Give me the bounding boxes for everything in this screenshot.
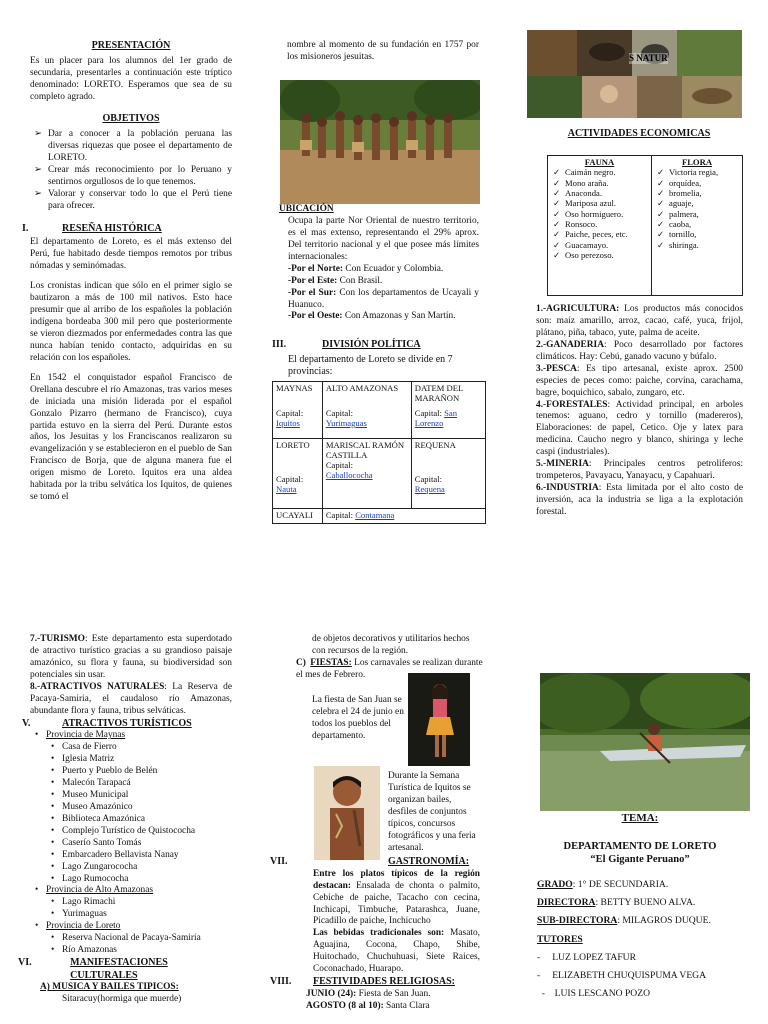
division-heading	[272, 339, 486, 352]
tutores-label	[537, 934, 747, 946]
tema-subtitle: “El Gigante Peruano”	[590, 854, 690, 866]
flora-item: ✓ palmera,	[655, 209, 739, 219]
limit-label: -Por el Oeste:	[288, 311, 343, 322]
fauna-item: ✓ Guacamayo.	[551, 240, 648, 250]
attraction-item: • Reserva Nacional de Pacaya-Samiria	[46, 933, 232, 945]
attraction-list	[46, 933, 232, 957]
fauna-item: ✓ Oso hormiguero.	[551, 209, 648, 219]
flora-title: FLORA	[681, 157, 713, 167]
province-group	[30, 921, 232, 957]
activity-label: 1.-AGRICULTURA:	[536, 304, 620, 314]
grado-value: : 1° DE SECUNDARIA.	[572, 879, 669, 890]
dancer-illustration	[408, 673, 470, 766]
province-cell	[273, 382, 323, 439]
flora-cell	[652, 156, 743, 296]
activity-item	[536, 483, 743, 519]
fauna-item: ✓ Mono araña.	[551, 178, 648, 188]
flora-item: ✓ shiringa.	[655, 240, 739, 250]
festividad-text: Fiesta de San Juan.	[356, 988, 431, 999]
flora-item: ✓ tornillo,	[655, 229, 739, 239]
capital-link[interactable]: Requena	[414, 483, 445, 494]
province-cell	[411, 382, 485, 439]
objetivo-item: ➢ Valorar y conservar todo lo que el Perú tiene para ofrecer.	[30, 189, 232, 213]
capital-label: Capital:	[325, 459, 354, 470]
objetivos-list	[30, 129, 232, 213]
tema-title: DEPARTAMENTO DE LORETO	[563, 840, 717, 852]
capital-label: Capital:	[414, 408, 442, 419]
directora-label: DIRECTORA	[537, 897, 596, 909]
bebidas-lead: Las bebidas tradicionales son:	[313, 928, 445, 939]
tutor-name: LUZ LOPEZ TAFUR	[552, 951, 636, 963]
manifestaciones-num: VI.	[18, 957, 32, 969]
limit-item	[288, 311, 479, 323]
naturales-label: 8.-ATRACTIVOS NATURALES	[30, 681, 165, 692]
resena-heading	[22, 223, 232, 236]
tema-block	[540, 812, 740, 867]
tribe-illustration	[280, 80, 480, 204]
decor-text: de objetos decorativos y utilitarios hechos con recursos de la región.	[312, 634, 470, 656]
festividad-label: AGOSTO (8 al 10):	[306, 1000, 384, 1011]
division-num: III.	[272, 339, 287, 350]
ubicacion-title: UBICACIÓN	[279, 204, 334, 214]
turismo-item	[30, 634, 232, 682]
canoe-illustration	[540, 673, 750, 811]
province-group-name: Provincia de Maynas	[46, 730, 126, 741]
musica-item: Sitaracuy(hormiga que muerde)	[62, 994, 182, 1005]
capital-link[interactable]: Iquitos	[276, 417, 300, 428]
fauna-item: ✓ Oso perezoso.	[551, 250, 648, 260]
activity-text: Los productos más conocidos son: maíz amarillo, arroz, cacao, café, yuca, frijol, plátano, piña, tabaco, yute, palma de aceite.	[536, 304, 743, 338]
capital-link[interactable]: San Lorenzo	[414, 408, 458, 428]
attraction-item: • Museo Municipal	[46, 790, 232, 802]
limit-value: Con los departamentos de Ucayali y Huanuco.	[288, 287, 479, 310]
flora-item: ✓ Victoria regia,	[655, 167, 739, 177]
activity-label: 2.-GANADERIA	[536, 339, 604, 350]
province-name: UCAYALI	[276, 510, 313, 521]
attraction-item: • Museo Amazónico	[46, 802, 232, 814]
flora-item: ✓ bromelia,	[655, 188, 739, 198]
tribe-photo	[280, 80, 480, 204]
ubicacion-block	[279, 204, 479, 323]
capital-link[interactable]: Contamana	[355, 510, 395, 521]
capital-label: Capital:	[325, 408, 354, 419]
activity-text: : Principales centros petroliferos: trompeteros, Pavayacu, Yanayacu, y Capahuari.	[536, 459, 743, 482]
festividad-text: Santa Clara	[383, 1000, 430, 1011]
attraction-item: • Lago Rimachi	[46, 897, 232, 909]
ubicacion-text: Ocupa la parte Nor Oriental de nuestro territorio, es el mas extenso, representando el 29% aprox. Del territorio nacional y el que posee más límites internacionales:	[288, 215, 479, 262]
activity-item	[536, 364, 743, 400]
dancer-photo	[408, 673, 470, 766]
division-block	[272, 339, 486, 524]
attraction-item: • Yurimaguas	[46, 909, 232, 921]
province-name: MARISCAL RAMÓN CASTILLA	[325, 440, 405, 460]
festividad-item	[270, 989, 480, 1001]
limit-value: Con Ecuador y Colombia.	[343, 263, 444, 274]
gastronomia-lead: Entre los platos típicos de la región destacan:	[313, 868, 480, 891]
bebidas-text	[270, 928, 480, 976]
capital-link[interactable]: Caballococha	[325, 469, 373, 480]
province-name: MAYNAS	[276, 383, 313, 394]
activity-label: 5.-MINERIA	[536, 459, 589, 470]
canoe-photo	[540, 673, 750, 811]
activity-text: : Actividad principal, en arboles tenemos: aguano, cedro y tornillo (madereros), Elaboraciones: de papel, Cetico. Oje y latex para medicina. Caucho negro y blanco, shiringa y leche caspi (industriales).	[536, 399, 743, 458]
activity-text: : Es tipo artesanal, existe aprox. 2500 especies de peces como: paiche, corvina, carachama, bagre, boquichico, sabalo, zungaro, etc.	[536, 363, 743, 398]
activity-label: 4.-FORESTALES	[536, 399, 608, 410]
province-name: ALTO AMAZONAS	[325, 383, 399, 394]
boy-photo	[314, 766, 380, 860]
activity-text: : Esta limitada por el alto costo de inversión, aca la industria se liga a la explotación forestal.	[536, 483, 743, 517]
attraction-list	[46, 742, 232, 885]
grado-line	[537, 879, 747, 891]
capital-label: Capital:	[325, 510, 354, 521]
festividades-title: FESTIVIDADES RELIGIOSAS:	[313, 976, 455, 988]
manifestaciones-title: MANIFESTACIONES CULTURALES	[70, 957, 168, 981]
flora-item: ✓ aguaje,	[655, 198, 739, 208]
attraction-item: • Complejo Turístico de Quistococha	[46, 826, 232, 838]
limit-item	[288, 276, 479, 288]
cultura-column	[312, 634, 480, 658]
province-cell	[411, 439, 485, 509]
activities-list	[536, 304, 743, 519]
nature-collage	[527, 30, 742, 118]
tutor-line: - LUIS LESCANO POZO	[537, 988, 651, 1000]
activity-label: 3.-PESCA	[536, 363, 577, 374]
fiestas-text-1: Los carnavales se realizan durante el mes de Febrero.	[296, 658, 483, 680]
gastronomia-block	[270, 856, 480, 1013]
attraction-item: • Iglesia Matriz	[46, 754, 232, 766]
naturales-text: : La Reserva de Pacaya-Samiria, el caudaloso río Amazonas, abundante flora y fauna, tribus selváticas.	[30, 681, 232, 716]
resena-paragraph: El departamento de Loreto, es el más extenso del Perú, fue habitado desde tiempos remotos por tribus nómadas y seminómadas.	[30, 237, 232, 272]
tutor-line: - LUZ LOPEZ TAFUR	[537, 951, 636, 963]
fiestas-semana	[388, 771, 480, 855]
boy-illustration	[314, 766, 380, 860]
attraction-item: • Biblioteca Amazónica	[46, 814, 232, 826]
presentacion-text: Es un placer para los alumnos del 1er grado de secundaria, presentarles a continuación este tríptico denominado: LORETO. Esperamos que sea de su completo agrado.	[30, 55, 232, 102]
ubicacion-limits	[279, 264, 479, 324]
limit-item	[288, 288, 479, 312]
province-cell	[322, 382, 411, 439]
attraction-item: • Caserío Santo Tomás	[46, 838, 232, 850]
nature-caption: S NATUR	[629, 53, 668, 63]
turisticos-num: V.	[22, 717, 31, 729]
flora-list	[655, 167, 739, 250]
resena-paragraph: En 1542 el conquistador español Francisco de Orellana descubre el río Amazonas, tras varios meses de iniciada una misión liderada por el español Gonzalo Pizarro (hermano de Francisco), cuya partida estuvo en la sierra del Perú. Durante estos años, los Jesuitas y los Franciscanos realizaron su evangelización y se establecieron en el pueblo de San Francisco de Borja, que de alguna manera fue el origen mismo de Loreto. Iquitos era una aldea habitada por la tribu selvática los Iquitos, de quienes se tomó el	[30, 372, 232, 503]
fiestas-text-2: La fiesta de San Juan se celebra el 24 de junio en todos los pueblos del departamento.	[312, 695, 404, 741]
directora-line	[537, 897, 747, 909]
limit-value: Con Amazonas y San Martín.	[342, 311, 456, 322]
province-group	[30, 730, 232, 885]
provinces-table	[272, 381, 486, 524]
activity-item	[536, 340, 743, 364]
fauna-title: FAUNA	[584, 157, 615, 167]
turisticos-groups	[30, 730, 232, 957]
resena-title: RESEÑA HISTÓRICA	[62, 222, 162, 234]
capital-label: Capital:	[276, 408, 304, 419]
tema-label: TEMA:	[621, 812, 659, 824]
subdirectora-line	[537, 915, 747, 927]
tutor-name: LUIS LESCANO POZO	[554, 988, 651, 1000]
province-cell	[273, 439, 323, 509]
tutor-name: ELIZABETH CHUQUISPUMA VEGA	[552, 969, 707, 981]
resena-paragraph: Los cronistas indican que sólo en el primer siglo se bautizaron a más de 100 mil nativos. Esto hace presumir que al arribo de los españoles la población indígena bordeaba 300 mil pero que posteriormente se vieron diezmados por enfermedades contra las que nunca habían tenido contacto, adquiridas en su relación con los españoles.	[30, 281, 232, 363]
province-name: DATEM DEL MARAÑON	[414, 383, 463, 403]
gastronomia-text	[270, 869, 480, 929]
gastronomia-heading	[270, 856, 480, 869]
presentacion-column	[22, 40, 232, 512]
presentacion-title: PRESENTACIÓN	[91, 40, 171, 51]
attraction-item: • Río Amazonas	[46, 945, 232, 957]
directora-value: : BETTY BUENO ALVA.	[595, 897, 696, 909]
bebidas-list: Masato, Aguajina, Cocona, Chapo, Shibe, Huitochado, Chuchuhuasi, Siete Raices, Coconachado, Huarapo.	[313, 928, 481, 975]
capital-link[interactable]: Nauta	[276, 483, 297, 494]
festividades-num: VIII.	[270, 976, 292, 988]
turismo-label: 7.-TURISMO	[30, 634, 85, 644]
tutor-line: - ELIZABETH CHUQUISPUMA VEGA	[537, 969, 707, 981]
objetivos-title: OBJETIVOS	[102, 113, 160, 125]
subdirectora-value: : MILAGROS DUQUE.	[617, 915, 711, 927]
fauna-cell	[548, 156, 652, 296]
attraction-item: • Lago Zungarococha	[46, 862, 232, 874]
capital-label: Capital:	[276, 474, 304, 485]
festividad-item	[270, 1001, 480, 1013]
division-title: DIVISIÓN POLÍTICA	[322, 339, 421, 350]
manifestaciones-heading	[18, 957, 232, 982]
fauna-item: ✓ Mariposa azul.	[551, 198, 648, 208]
attraction-item: • Puerto y Pueblo de Belén	[46, 766, 232, 778]
fiestas-letter: C)	[296, 658, 306, 668]
naturales-item	[30, 682, 232, 718]
fauna-flora-table	[547, 155, 743, 296]
actividades-title: ACTIVIDADES ECONOMICAS	[567, 128, 711, 139]
capital-link[interactable]: Yurimaguas	[325, 417, 367, 428]
gastronomia-title: GASTRONOMÍA:	[388, 856, 470, 867]
festividades-heading	[270, 976, 480, 989]
capital-label: Capital:	[414, 474, 442, 485]
fauna-item: ✓ Caimán negro.	[551, 167, 648, 177]
attraction-item: • Casa de Fierro	[46, 742, 232, 754]
limit-label: -Por el Norte:	[288, 263, 344, 274]
province-group-name: Provincia de Loreto	[46, 921, 121, 932]
activity-label: 6.-INDUSTRIA	[536, 483, 599, 494]
festividad-label: JUNIO (24):	[306, 988, 357, 999]
province-name: REQUENA	[414, 440, 456, 451]
attraction-item: • Embarcadero Bellavista Nanay	[46, 850, 232, 862]
resena-num: I.	[22, 222, 29, 234]
subdirectora-label: SUB-DIRECTORA	[537, 915, 618, 927]
province-group	[30, 885, 232, 921]
fiestas-title: FIESTAS:	[310, 658, 352, 668]
objetivo-item: ➢ Dar a conocer a la población peruana las diversas riquezas que posee el departamento de LORETO.	[30, 129, 232, 165]
gastronomia-num: VII.	[270, 856, 288, 867]
division-text: El departamento de Loreto se divide en 7 provincias:	[288, 353, 453, 378]
activity-item	[536, 459, 743, 483]
nature-collage-illustration	[527, 30, 742, 118]
objetivo-item: ➢ Crear más reconocimiento por lo Peruano y sentirnos orgullosos de lo que tenemos.	[30, 165, 232, 189]
resena-continuation: nombre al momento de su fundación en 1757 por los misioneros jesuitas.	[287, 40, 479, 62]
fiestas-sanjuan	[312, 695, 404, 743]
fiestas-text-3: Durante la Semana Turística de Iquitos se organizan bailes, desfiles de conjuntos típicos, concursos fotográficos y una feria artesanal.	[388, 771, 476, 853]
province-cell	[322, 439, 411, 509]
limit-label: -Por el Este:	[288, 275, 338, 286]
province-cell	[322, 509, 485, 524]
grado-label: GRADO	[537, 879, 573, 890]
fauna-item: ✓ Ronsoco.	[551, 219, 648, 229]
province-cell	[273, 509, 323, 524]
limit-item	[288, 264, 479, 276]
tutores-title: TUTORES	[537, 933, 583, 945]
flora-item: ✓ orquídea,	[655, 178, 739, 188]
attraction-item: • Lago Rumococha	[46, 874, 232, 886]
province-name: LORETO	[276, 440, 310, 451]
turisticos-heading	[22, 718, 232, 731]
turismo-text: : Este departamento esta superdotado de atractivo turístico gracias a su grandioso paisaje amazónico, su flora y fauna, su biodiversidad son potenciales sin usar.	[30, 634, 232, 680]
activity-text: : Poco desarrollado por factores climáticos. Hay: Cebú, ganado vacuno y búfalo.	[536, 339, 743, 362]
fauna-item: ✓ Paiche, peces, etc.	[551, 229, 648, 239]
limit-label: -Por el Sur:	[288, 287, 337, 298]
fauna-item: ✓ Anaconda.	[551, 188, 648, 198]
activity-item	[536, 304, 743, 340]
fauna-flora-box	[547, 155, 743, 296]
limit-value: Con Brasil.	[337, 275, 383, 286]
fauna-list	[551, 167, 648, 260]
ubicacion-column	[287, 40, 479, 64]
attraction-item: • Malecón Tarapacá	[46, 778, 232, 790]
actividades-block	[535, 128, 743, 141]
province-group-name: Provincia de Alto Amazonas	[46, 885, 154, 896]
gastronomia-dishes: Ensalada de chonta o palmito, Cebiche de paiche, Tacacho con cecina, Inchicapi, Timbuche, Patarashca, Juane, Picadillo de paiche, Inchicucho	[313, 880, 480, 927]
turisticos-title: ATRACTIVOS TURÍSTICOS	[62, 717, 192, 729]
flora-item: ✓ caoba,	[655, 219, 739, 229]
turismo-column	[18, 634, 232, 1006]
musica-title: A) MUSICA Y BAILES TIPICOS:	[40, 982, 179, 993]
attraction-list	[46, 897, 232, 921]
credits-block	[537, 879, 747, 1006]
activity-item	[536, 400, 743, 460]
